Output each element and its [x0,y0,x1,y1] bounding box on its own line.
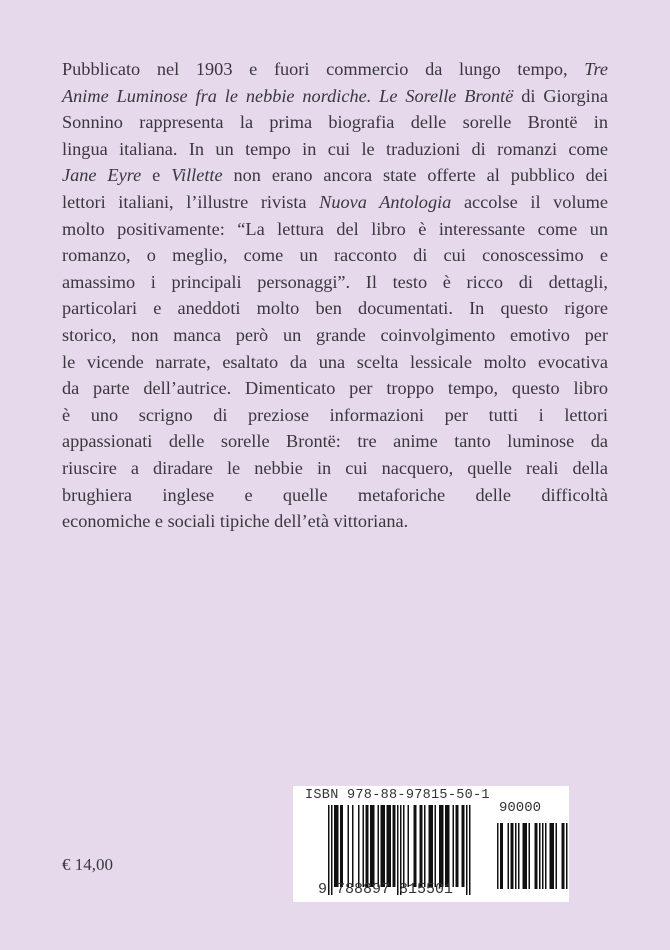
barcode-bar [394,805,396,887]
blurb-text: lettori italiani, l’illustre rivista [62,191,320,212]
blurb-line [62,162,608,189]
blurb-text: molto positivamente: “La lettura del libro è interessante come un [62,218,608,239]
barcode-bar [372,805,374,887]
barcode-bar [445,805,447,887]
barcode-bar [342,805,344,887]
barcode-bar [390,805,392,887]
barcode-bar [340,805,342,887]
barcode-bar [511,823,513,889]
barcode-bar [387,805,389,887]
barcode-bar [502,823,504,889]
barcode-bar [358,805,360,887]
barcode-bar [441,805,443,887]
barcode-bar [466,805,468,895]
blurb-text: Pubblicato nel 1903 e fuori commercio da lungo tempo, [62,59,585,79]
barcode-bar [556,823,558,889]
barcode-bar [381,805,383,887]
blurb-line [62,189,608,216]
barcode-bar [415,805,417,887]
barcode-bar [524,823,526,889]
barcode-bar [334,805,336,887]
barcode-bar [421,805,423,887]
barcode-bar [430,805,432,887]
blurb-line [62,322,608,349]
barcode-bar [508,823,510,889]
barcode-bar [435,805,437,887]
blurb-text: e [141,165,172,186]
barcode-bar [373,805,375,887]
blurb-line [62,136,608,163]
blurb-text: accolse il volume [451,191,608,212]
blurb-text: amassimo i principali personaggi”. Il testo è ricco di dettagli, [62,271,608,292]
barcode-bar [542,823,544,889]
barcode-bar [424,805,426,887]
barcode-bar [536,823,538,889]
barcode-bar [378,805,380,887]
barcode-bar [512,823,514,889]
isbn-barcode [293,786,569,902]
barcode-bar [457,805,459,887]
blurb-line [62,295,608,322]
italic-title: Anime Luminose fra le nebbie nordiche. Le Sorelle Brontë [62,85,514,106]
barcode-bar [420,805,422,887]
barcode-bar [453,805,455,887]
barcode-bar [553,823,555,889]
blurb-text: romanzo, o meglio, come un racconto di cui conoscessimo e [62,245,608,266]
blurb-line [62,455,608,482]
blurb-text: da parte dell’autrice. Dimenticato per troppo tempo, questo libro [62,378,608,399]
price-addon-code: 90000 [499,800,542,816]
barcode-bar [500,823,502,889]
blurb-text: brughiera inglese e quelle metaforiche delle difficoltà [62,484,608,505]
barcode-bar [518,823,520,889]
italic-title: Tre [584,59,608,79]
barcode-bar [388,805,390,887]
blurb-text: appassionati delle sorelle Brontë: tre anime tanto luminose da [62,431,608,452]
price: € 14,00 [62,855,113,874]
blurb-text: riuscire a diradare le nebbie in cui nacquero, quelle reali della [62,457,608,478]
barcode-bar [403,805,405,887]
blurb-text: lingua italiana. In un tempo in cui le traduzioni di romanzi come [62,138,608,159]
blurb-text: storico, non manca però un grande coinvolgimento emotivo per [62,324,608,345]
barcode-bar [456,805,458,887]
barcode-bar [414,805,416,887]
italic-title: Villette [171,165,223,186]
blurb-text: non erano ancora state offerte al pubblico dei [222,165,608,186]
barcode-bar [429,805,431,887]
blurb-line [62,269,608,296]
barcode-bar [447,805,449,887]
barcode-bar [529,823,531,889]
blurb-text: è uno scrigno di preziose informazioni per tutti i lettori [62,404,608,425]
barcode-bar [352,805,354,887]
barcode-bar [566,823,568,889]
barcode-bar [408,805,410,887]
blurb-text: economiche e sociali tipiche dell’età vittoriana. [62,511,409,532]
barcode-bar [523,823,525,889]
blurb-text: le vicende narrate, esaltato da una scelta lessicale molto evocativa [62,351,608,372]
barcode-bar [448,805,450,887]
blurb-line [62,216,608,243]
blurb-line [62,375,608,402]
isbn-label: ISBN 978-88-97815-50-1 [305,788,490,803]
blurb-line [62,83,608,110]
back-cover-blurb [62,56,608,535]
italic-title: Jane Eyre [62,165,142,186]
barcode-bar [515,823,517,889]
blurb-text: di Giorgina [513,85,608,106]
barcode-bar [545,823,547,889]
blurb-line [62,402,608,429]
barcode-bar [366,805,368,887]
barcode-bar [562,823,564,889]
barcode-bar [348,805,350,887]
barcode-bar [393,805,395,887]
barcode-bar [550,823,552,889]
blurb-text: Sonnino rappresenta la prima biografia delle sorelle Brontë in [62,112,608,133]
barcode-bar [363,805,365,887]
blurb-line [62,349,608,376]
blurb-text: particolari e aneddoti molto ben documentati. In questo rigore [62,298,608,319]
italic-title: Nuova Antologia [319,191,452,212]
barcode-bar [526,823,528,889]
blurb-line [62,482,608,509]
blurb-line [62,428,608,455]
barcode-bar [442,805,444,887]
barcode-bar [563,823,565,889]
barcode-bar [497,823,499,889]
blurb-line [62,109,608,136]
barcode-bar [551,823,553,889]
barcode-bar [384,805,386,887]
barcode-bar [439,805,441,887]
barcode-bar [535,823,537,889]
ean-digits: 9 788897 815501 [318,881,454,898]
barcode-bar [367,805,369,887]
barcode-bar [432,805,434,887]
blurb-line [62,508,608,535]
barcode-bar [336,805,338,887]
blurb-line [62,242,608,269]
barcode-bar [382,805,384,887]
blurb-line [62,56,608,83]
barcode-bar [539,823,541,889]
barcode-bar [469,805,471,895]
barcode-bar [370,805,372,887]
barcode-bar [337,805,339,887]
barcode-bar [463,805,465,887]
barcode-bar [462,805,464,887]
